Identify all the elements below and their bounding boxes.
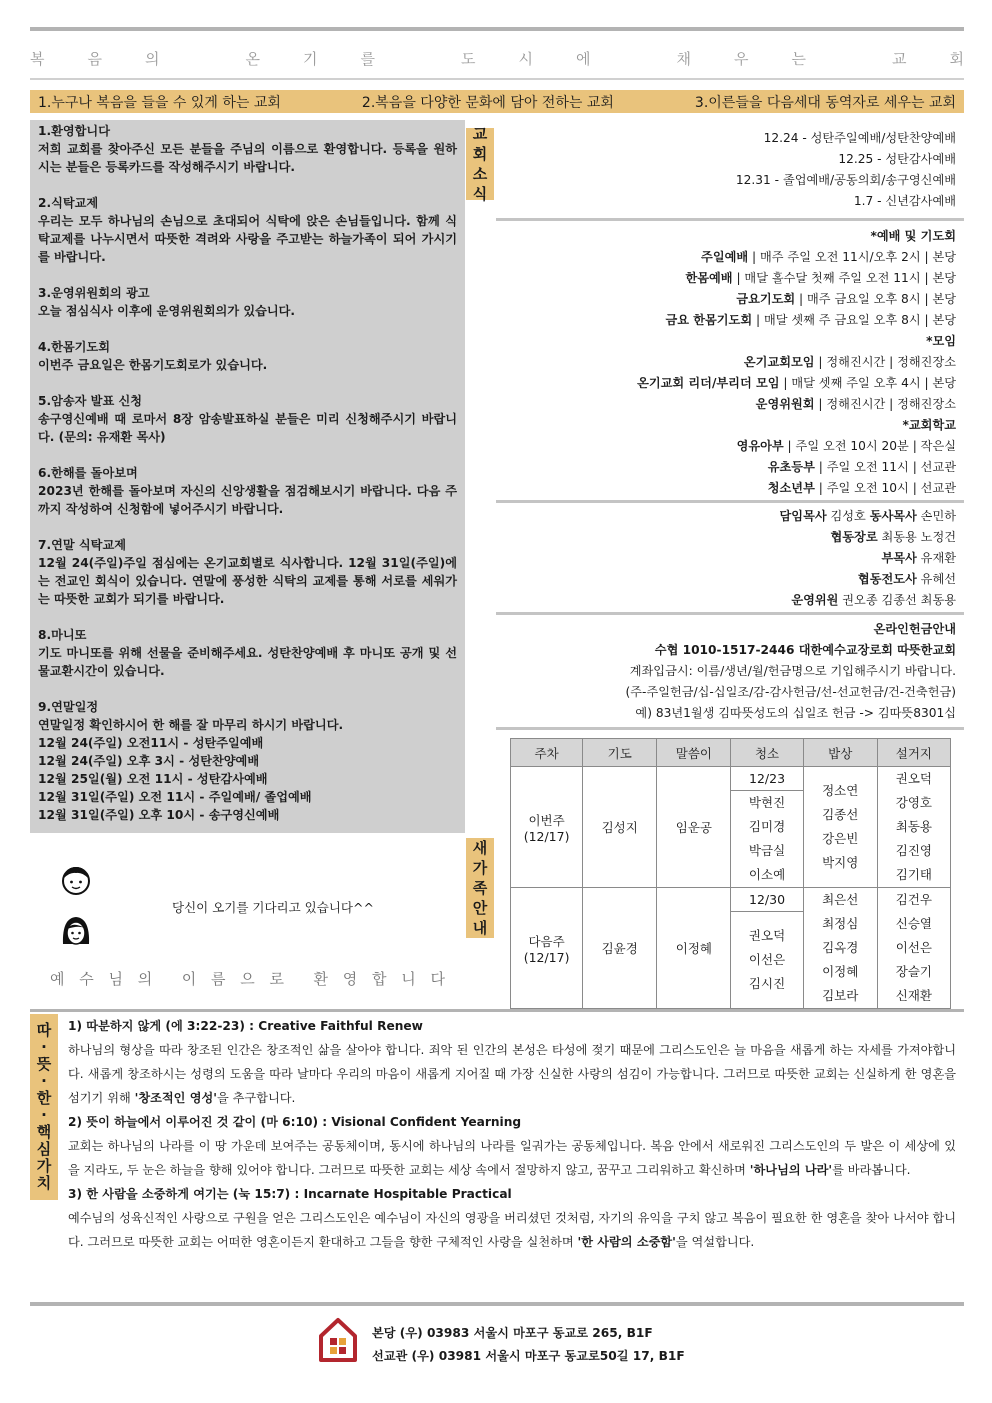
staff-role: 동사목사 [869, 509, 917, 523]
main-hall-address: 본당 (우) 03983 서울시 마포구 동교로 265, B1F [372, 1326, 653, 1340]
label-char: 뜻 [36, 1055, 52, 1073]
clean-name: 이소예 [748, 867, 786, 882]
core-value-heading: 1) 따분하지 않게 (에 3:22-23) : Creative Faithful Renew [68, 1019, 423, 1033]
clean-cell [731, 912, 803, 1009]
schedule-row [496, 310, 956, 331]
meal-name: 김종선 [822, 807, 859, 822]
announcement-item [38, 536, 457, 608]
schedule-row [496, 457, 956, 478]
col-dish: 설거지 [877, 739, 950, 767]
clean-name: 김시진 [748, 976, 786, 992]
goal-2: 2.복음을 다양한 문화에 담아 전하는 교회 [361, 94, 614, 111]
announcement-item [38, 698, 457, 824]
church-news-label [466, 125, 494, 203]
dish-name: 장슬기 [895, 964, 932, 979]
label-char: · [41, 1106, 47, 1124]
label-char: 심 [36, 1140, 52, 1158]
core-value-heading: 3) 한 사람을 소중하게 여기는 (눅 15:7) : Incarnate Hospitable Practical [68, 1187, 512, 1201]
announcement-title: 2.식탁교제 [38, 196, 99, 210]
announcement-item [38, 464, 457, 518]
dish-name: 김기태 [895, 867, 932, 882]
online-title: 온라인헌금안내 [873, 622, 956, 636]
schedule-row [496, 352, 956, 373]
core-top-rule [30, 1009, 964, 1012]
dish-name: 김건우 [895, 892, 932, 907]
divider [496, 727, 964, 730]
family-guide-label [466, 838, 494, 938]
announcement-line: 오늘 점심식사 이후에 운영위원회의가 있습니다. [38, 304, 296, 318]
schedule-name: 금요기도회 [736, 292, 796, 306]
staff-role: 운영위원 [791, 593, 839, 607]
divider [496, 612, 964, 615]
announcement-body [38, 302, 457, 320]
week-date: (12/17) [523, 949, 570, 965]
announcement-title: 8.마니또 [38, 628, 87, 642]
announcement-title: 4.한몸기도회 [38, 340, 110, 354]
staff-row [496, 527, 956, 548]
motto-char: 의 [145, 50, 160, 68]
welcome-char: 으 [240, 970, 255, 988]
motto-char: 복 [30, 50, 45, 68]
meal-name: 최은선 [822, 892, 859, 907]
announcement-item [38, 194, 457, 266]
church-news-item: 12.25 - 성탄감사예배 [838, 152, 956, 166]
motto-char: 기 [303, 50, 318, 68]
meal-name: 강은빈 [822, 831, 859, 846]
church-news-list [496, 128, 964, 212]
welcome-char: 수 [79, 970, 94, 988]
schedule-heading: *모임 [926, 334, 956, 348]
label-char: 한 [36, 1089, 52, 1107]
schedule-row [496, 373, 956, 394]
staff-row [496, 506, 956, 527]
motto-char: 회 [949, 50, 964, 68]
label-char: 식 [472, 185, 488, 203]
schedule-name: 유초등부 [767, 460, 815, 474]
motto-char: 는 [791, 50, 806, 68]
announcement-item [38, 284, 457, 320]
label-char: · [41, 1072, 47, 1090]
welcome-char: 합 [372, 970, 387, 988]
welcome-char: 니 [401, 970, 416, 988]
prayer-cell: 김윤경 [583, 888, 657, 1009]
announcement-line: 연말일정 확인하시어 한 해를 잘 마무리 하시기 바랍니다. [38, 718, 344, 732]
divider [496, 500, 964, 503]
motto-char: 에 [576, 50, 591, 68]
label-char: 가 [472, 859, 488, 877]
core-value-keyword: '창조적인 영성' [134, 1091, 217, 1105]
announcement-body [38, 356, 457, 374]
staff-names: 최동용 노정건 [877, 530, 956, 544]
announcement-title: 7.연말 식탁교제 [38, 538, 126, 552]
label-char: 가 [36, 1157, 52, 1175]
clean-date-cell: 12/30 [731, 888, 803, 912]
online-note-2: (주-주일헌금/십-십일조/감-감사헌금/선-선교헌금/건-건축헌금) [625, 685, 956, 699]
schedule-info: | 매달 셋째 주 금요일 오후 8시 | 본당 [752, 313, 956, 327]
schedule-heading: *예배 및 기도회 [870, 229, 956, 243]
announcement-item [38, 626, 457, 680]
announcement-line: 송구영신예배 때 로마서 8장 암송발표하실 분들은 미리 신청해주시기 바랍니다. (문의: 유재환 목사) [38, 412, 457, 444]
schedule-info: | 매달 셋째 주일 오후 4시 | 본당 [779, 376, 956, 390]
dish-name: 강영호 [895, 795, 932, 810]
core-value-text: 하나님의 형상을 따라 창조된 인간은 창조적인 삶을 살아야 합니다. 죄악 된 인간의 본성은 타성에 젖기 때문에 그리스도인은 늘 마음을 새롭게 하는 자세를 가져야합니다. 새롭게 창조하시는 성령의 도움을 따라 날마다 우리의 마음이 새롭게 지어질 때 가장 신실한 사랑의 섬김이 가능합니다. 그러므로 따뜻한 교회는 신실하게 한 영혼을 섬기기 위해 [68, 1043, 956, 1105]
duty-table-header [511, 739, 951, 767]
announcement-line: 2023년 한해를 돌아보며 자신의 신앙생활을 점검해보시기 바랍니다. 다음 주까지 작성하여 신청함에 넣어주시기 바랍니다. [38, 484, 457, 516]
church-news-item: 12.24 - 성탄주일예배/성탄찬양예배 [763, 131, 956, 145]
welcome-footer [50, 968, 445, 989]
schedule-name: 청소년부 [767, 481, 815, 495]
core-values-label [30, 1014, 58, 1200]
announcement-line: 12월 31일(주일) 오후 10시 - 송구영신예배 [38, 808, 280, 822]
clean-date-cell: 12/23 [731, 767, 803, 791]
announcement-body [38, 482, 457, 518]
label-char: 안 [472, 899, 488, 917]
announcement-line: 기도 마니또를 위해 선물을 준비해주세요. 성탄찬양예배 후 마니또 공개 및 선물교환시간이 있습니다. [38, 646, 457, 678]
duty-table [510, 738, 951, 1009]
schedule-name: 온기교회 리더/부리더 모임 [637, 376, 780, 390]
goal-3: 3.이른들을 다음세대 동역자로 세우는 교회 [694, 94, 956, 111]
staff-role: 부목사 [881, 551, 917, 565]
week-cell [511, 888, 583, 1009]
welcome-char: 환 [313, 970, 328, 988]
core-value-body [68, 1206, 956, 1254]
schedule-row [496, 289, 956, 310]
online-note-1: 계좌입금시: 이름/생년/월/헌금명으로 기입해주시기 바랍니다. [629, 664, 956, 678]
core-value-body [68, 1038, 956, 1110]
welcome-char: 님 [108, 970, 123, 988]
welcome-char: 름 [211, 970, 226, 988]
church-news-item: 12.31 - 졸업예배/공동의회/송구영신예배 [735, 173, 956, 187]
schedule-row [496, 436, 956, 457]
schedule-info: | 매주 주일 오전 11시/오후 2시 | 본당 [748, 250, 956, 264]
core-value-keyword: '하나님의 나라' [749, 1163, 833, 1177]
prayer-cell: 김성지 [583, 767, 657, 888]
core-values [68, 1014, 956, 1254]
announcement-item [38, 338, 457, 374]
mission-hall-address: 선교관 (우) 03981 서울시 마포구 동교로50길 17, B1F [372, 1349, 685, 1363]
divider [496, 218, 964, 221]
church-logo-icon [318, 1316, 358, 1368]
staff-role: 담임목사 [779, 509, 827, 523]
welcome-char: 로 [269, 970, 284, 988]
announcement-title: 6.한해를 돌아보며 [38, 466, 138, 480]
staff-row [496, 590, 956, 611]
motto-char: 시 [518, 50, 533, 68]
dish-name: 신재환 [895, 988, 932, 1003]
core-value-text: 교회는 하나님의 나라를 이 땅 가운데 보여주는 공동체이며, 동시에 하나님의 나라를 일궈가는 공동체입니다. 복음 안에서 새로워진 그리스도인의 두 발은 이 세상에 있을 지라도, 두 눈은 하늘을 향해 있어야 합니다. 그러므로 따뜻한 교회는 세상 속에서 절망하지 않고, 꿈꾸고 그리워하고 확신하며 [68, 1139, 956, 1177]
address-footer [318, 1316, 718, 1366]
staff-row [496, 569, 956, 590]
schedule-row [496, 268, 956, 289]
core-value-keyword: '한 사람의 소중함' [577, 1235, 676, 1249]
announcement-body [38, 410, 457, 446]
welcome-char: 다 [430, 970, 445, 988]
announcement-body [38, 140, 457, 176]
top-rule [30, 27, 964, 31]
schedule-info: | 정해진시간 | 정해진장소 [814, 397, 956, 411]
announcement-body [38, 212, 457, 266]
staff-row [496, 548, 956, 569]
label-char: 따 [36, 1021, 52, 1039]
dish-cell [877, 767, 950, 888]
schedule-heading: *교회학교 [902, 418, 956, 432]
clean-name: 박금실 [748, 843, 786, 858]
announcement-title: 5.암송자 발표 신청 [38, 394, 143, 408]
bottom-rule [30, 1302, 964, 1306]
word-cell: 임운공 [657, 767, 731, 888]
announcement-title: 1.환영합니다 [38, 124, 110, 138]
schedule-info: | 정해진시간 | 정해진장소 [814, 355, 956, 369]
week-cell [511, 767, 583, 888]
col-meal: 밥상 [803, 739, 877, 767]
announcement-body [38, 554, 457, 608]
schedule-row [496, 394, 956, 415]
welcome-char: 이 [181, 970, 197, 988]
staff-names: 손민하 [916, 509, 956, 523]
meal-name: 김옥경 [822, 940, 859, 955]
word-cell: 이정혜 [657, 888, 731, 1009]
announcement-title: 3.운영위원회의 광고 [38, 286, 150, 300]
online-account: 수협 1010-1517-2446 대한예수교장로회 따뜻한교회 [654, 643, 956, 657]
schedule-name: 한몸예배 [685, 271, 733, 285]
motto-rule [30, 78, 964, 80]
woman-icon [60, 914, 92, 950]
staff-names: 권오종 김종선 최동용 [838, 593, 956, 607]
meal-name: 이정혜 [822, 964, 859, 979]
col-week: 주차 [511, 739, 583, 767]
dish-name: 권오덕 [895, 771, 932, 786]
staff-role: 협동장로 [830, 530, 878, 544]
core-value-heading: 2) 뜻이 하늘에서 이루어진 것 같이 (마 6:10) : Visional Confident Yearning [68, 1115, 522, 1129]
motto-char: 도 [461, 50, 476, 68]
core-value-text: 을 추구합니다. [216, 1091, 296, 1105]
church-news-item: 1.7 - 신년감사예배 [853, 194, 956, 208]
welcome-message: 당신이 오기를 기다리고 있습니다^^ [172, 900, 374, 915]
schedule-name: 금요 한몸기도회 [665, 313, 753, 327]
label-char: 치 [36, 1174, 52, 1192]
dish-cell [877, 888, 950, 1009]
label-char: 족 [472, 879, 488, 897]
col-prayer: 기도 [583, 739, 657, 767]
core-value-body [68, 1134, 956, 1182]
announcement-line: 12월 24(주일)주일 점심에는 온기교회별로 식사합니다. 12월 31일(주일)에는 전교인 회식이 있습니다. 연말에 풍성한 식탁의 교제를 통해 서로를 세워가는 따뜻한 교회가 되기를 바랍니다. [38, 556, 457, 606]
week-label: 이번주 [528, 812, 565, 828]
man-icon [60, 864, 92, 898]
dish-name: 이선은 [895, 940, 932, 955]
clean-name: 박현진 [748, 795, 786, 810]
motto-char: 음 [87, 50, 102, 68]
announcement-line: 우리는 모두 하나님의 손님으로 초대되어 식탁에 앉은 손님들입니다. 함께 식탁교제를 나누시면서 따뜻한 격려와 사랑을 주고받는 하늘가족이 되어 가시기를 바랍니다. [38, 214, 457, 264]
staff-names: 김성호 [826, 509, 870, 523]
announcement-item [38, 392, 457, 446]
label-char: 핵 [36, 1123, 52, 1141]
staff-list [496, 506, 964, 611]
schedule-info: | 매주 금요일 오후 8시 | 본당 [795, 292, 956, 306]
staff-names: 유재환 [916, 551, 956, 565]
week-label: 다음주 [528, 933, 565, 949]
meal-name: 정소연 [822, 783, 859, 798]
church-motto [30, 48, 964, 69]
schedule-row [496, 247, 956, 268]
label-char: 소 [472, 165, 488, 183]
motto-char: 온 [245, 50, 260, 68]
dish-name: 최동용 [895, 819, 932, 834]
schedule-name: 주일예배 [701, 250, 749, 264]
schedule-info: | 주일 오전 10시 | 선교관 [814, 481, 956, 495]
meal-cell [803, 888, 877, 1009]
staff-role: 협동전도사 [857, 572, 917, 586]
schedule-name: 영유아부 [736, 439, 784, 453]
welcome-char: 의 [137, 970, 153, 988]
schedule-info: | 주일 오전 10시 20분 | 작은실 [783, 439, 956, 453]
announcement-body [38, 716, 457, 824]
motto-char: 우 [734, 50, 749, 68]
col-clean: 청소 [731, 739, 803, 767]
label-char: 회 [472, 145, 488, 163]
announcement-item [38, 122, 457, 176]
announcement-title: 9.연말일정 [38, 700, 99, 714]
meal-name: 최정심 [822, 916, 859, 931]
announcement-line: 12월 24(주일) 오전11시 - 성탄주일예배 [38, 736, 264, 750]
announcement-line: 저희 교회를 찾아주신 모든 분들을 주님의 이름으로 환영합니다. 등록을 원하시는 분들은 등록카드를 작성해주시기 바랍니다. [38, 142, 457, 174]
goal-1: 1.누구나 복음을 들을 수 있게 하는 교회 [38, 94, 281, 111]
meal-name: 박지영 [822, 855, 859, 870]
announcement-line: 12월 31일(주일) 오전 11시 - 주일예배/ 졸업예배 [38, 790, 312, 804]
core-value-text: 를 바라봅니다. [832, 1163, 911, 1177]
schedule-info: | 매달 홀수달 첫째 주일 오전 11시 | 본당 [732, 271, 956, 285]
week-date: (12/17) [523, 828, 570, 844]
label-char: 교 [472, 125, 488, 143]
col-word: 말씀이 [657, 739, 731, 767]
core-value-text: 을 역설합니다. [675, 1235, 755, 1249]
welcome-char: 영 [342, 970, 358, 988]
meal-name: 김보라 [822, 988, 859, 1003]
meal-cell [803, 767, 877, 888]
duty-row [511, 888, 951, 912]
schedule-info: | 주일 오전 11시 | 선교관 [814, 460, 956, 474]
announcement-line: 12월 24(주일) 오후 3시 - 성탄찬양예배 [38, 754, 260, 768]
clean-cell [731, 791, 803, 888]
label-char: 내 [472, 919, 488, 937]
welcome-char: 예 [50, 970, 65, 988]
motto-char: 채 [676, 50, 691, 68]
schedule-row [496, 478, 956, 499]
church-goals-bar [30, 90, 964, 113]
clean-name: 김미경 [748, 819, 786, 834]
schedule-name: 온기교회모임 [743, 355, 815, 369]
worship-schedule [496, 226, 964, 499]
online-offering [496, 619, 964, 724]
label-char: · [41, 1038, 47, 1056]
online-note-3: 예) 83년1월생 김따뜻성도의 십일조 헌금 -> 김따뜻8301십 [635, 706, 956, 720]
clean-name: 이선은 [748, 952, 786, 968]
duty-row [511, 767, 951, 791]
announcement-line: 12월 25일(월) 오전 11시 - 성탄감사예배 [38, 772, 268, 786]
schedule-name: 운영위원회 [755, 397, 815, 411]
announcement-line: 이번주 금요일은 한몸기도회로가 있습니다. [38, 358, 268, 372]
clean-name: 권오덕 [748, 928, 786, 944]
motto-char: 교 [892, 50, 907, 68]
staff-names: 유혜선 [916, 572, 956, 586]
core-value-text: 예수님의 성육신적인 사랑으로 구원을 얻은 그리스도인은 예수님이 자신의 영광을 버리셨던 것처럼, 자기의 유익을 구치 않고 복음이 필요한 한 영혼을 찾아 나서야 합니다. 그러므로 따뜻한 교회는 어떠한 영혼이든지 환대하고 그들을 향한 구체적인 사랑을 실천하며 [68, 1211, 956, 1249]
label-char: 새 [472, 839, 488, 857]
dish-name: 김진영 [895, 843, 932, 858]
motto-char: 를 [360, 50, 375, 68]
dish-name: 신승열 [895, 916, 932, 931]
announcement-body [38, 644, 457, 680]
announcements-panel [30, 120, 465, 833]
